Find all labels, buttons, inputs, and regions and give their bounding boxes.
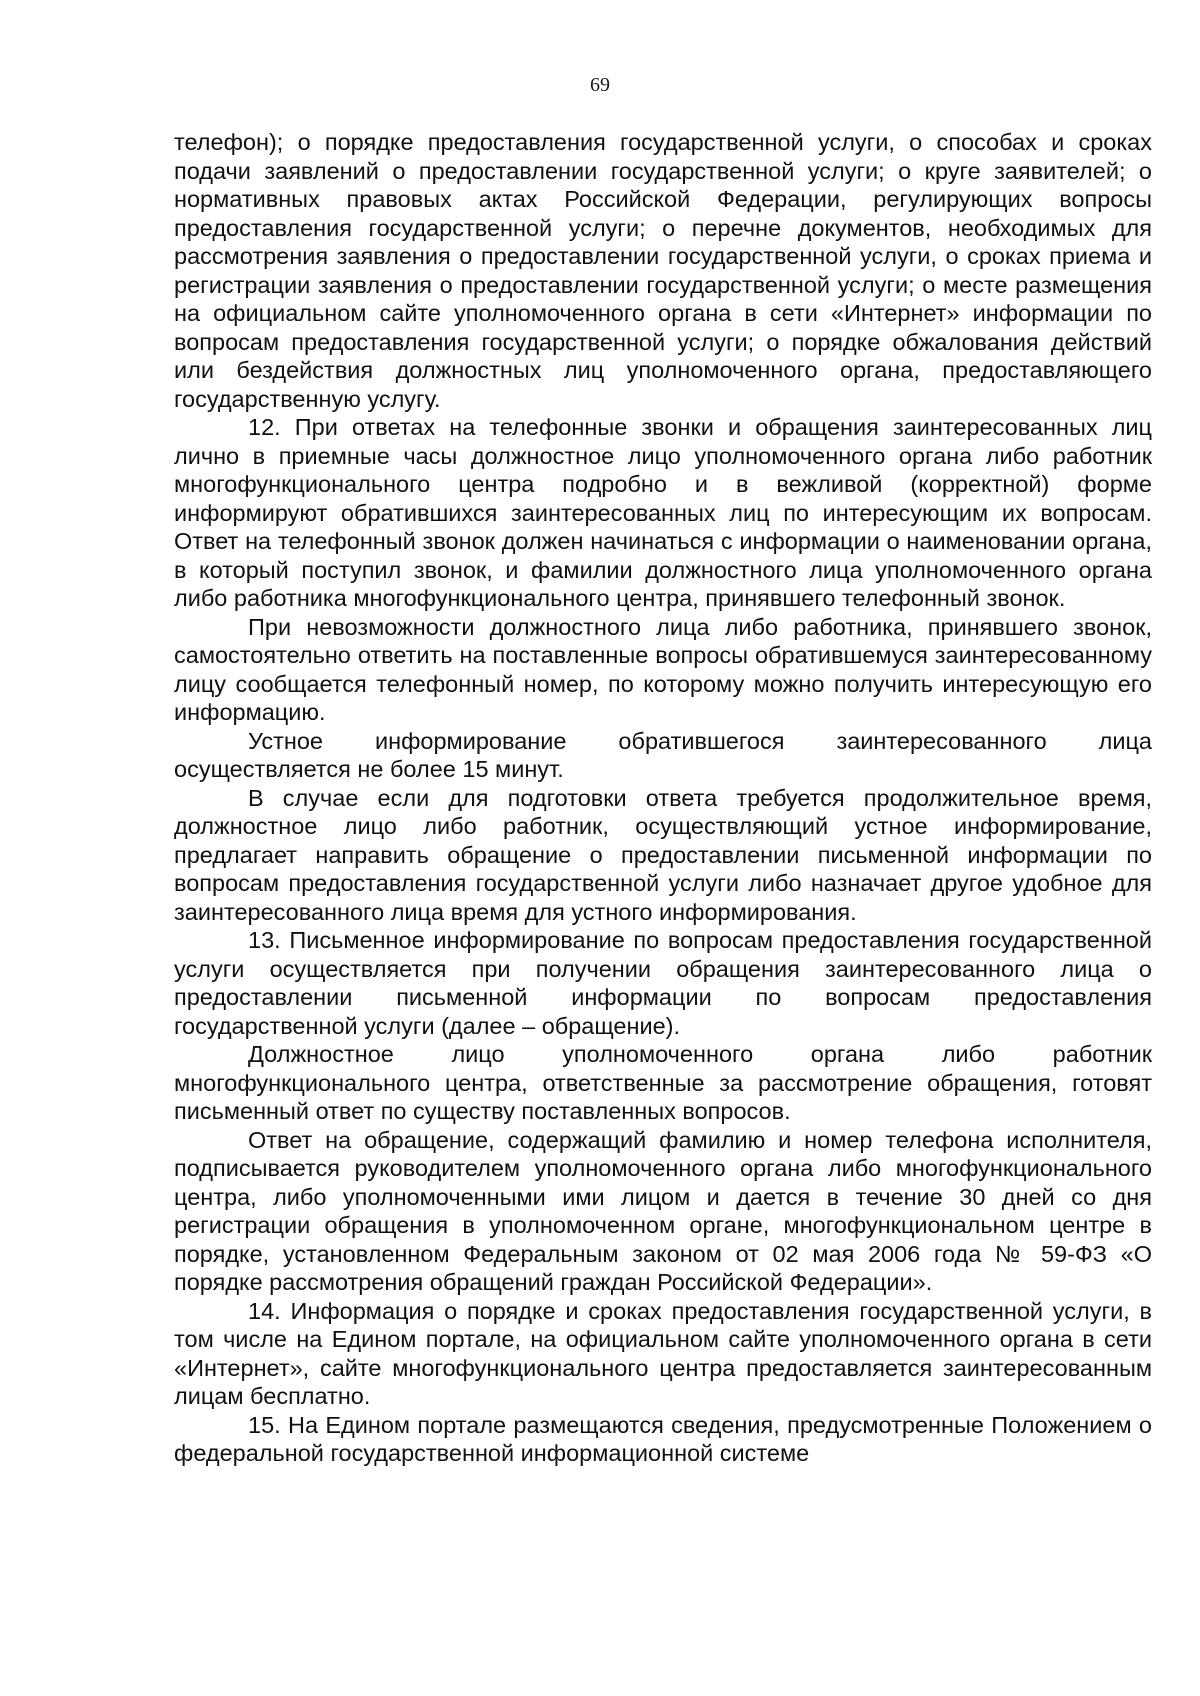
paragraph-item-15: 15. На Едином портале размещаются сведения, предусмотренные Положением о федеральной государственной информационной системе: [174, 1411, 1152, 1466]
paragraph: В случае если для подготовки ответа требуется продолжительное время, должностное лицо либо работник, осуществляющий устное информирование, предлагает направить обращение о предоставлении письменной информации по вопросам предоставления государственной услуги либо назначает другое удобное для заинтересованного лица время для устного информирования.: [174, 784, 1152, 925]
document-body: [174, 128, 1152, 1468]
paragraph-item-14: 14. Информация о порядке и сроках предоставления государственной услуги, в том числе на Едином портале, на официальном сайте уполномоченного органа в сети «Интернет», сайте многофункционального центра предоставляется заинтересованным лицам бесплатно.: [174, 1297, 1152, 1409]
paragraph: Устное информирование обратившегося заинтересованного лица осуществляется не более 15 минут.: [174, 727, 1152, 782]
paragraph-item-12: 12. При ответах на телефонные звонки и обращения заинтересованных лиц лично в приемные часы должностное лицо уполномоченного органа либо работник многофункционального центра подробно и в вежливой (корректной) форме информируют обратившихся заинтересованных лиц по интересующим их вопросам. Ответ на телефонный звонок должен начинаться с информации о наименовании органа, в который поступил звонок, и фамилии должностного лица уполномоченного органа либо работника многофункционального центра, принявшего телефонный звонок.: [174, 414, 1152, 611]
paragraph: При невозможности должностного лица либо работника, принявшего звонок, самостоятельно ответить на поставленные вопросы обратившемуся заинтересованному лицу сообщается телефонный номер, по которому можно получить интересующую его информацию.: [174, 613, 1152, 725]
page-number: 69: [590, 74, 610, 96]
paragraph-item-13: 13. Письменное информирование по вопросам предоставления государственной услуги осуществляется при получении обращения заинтересованного лица о предоставлении письменной информации по вопросам предоставления государственной услуги (далее – обращение).: [174, 927, 1152, 1039]
paragraph: Ответ на обращение, содержащий фамилию и номер телефона исполнителя, подписывается руководителем уполномоченного органа либо многофункционального центра, либо уполномоченными ими лицом и дается в течение 30 дней со дня регистрации обращения в уполномоченном органе, многофункциональном центре в порядке, установленном Федеральным законом от 02 мая 2006 года № 59-ФЗ «О порядке рассмотрения обращений граждан Российской Федерации».: [174, 1126, 1152, 1295]
paragraph-continuation: телефон); о порядке предоставления государственной услуги, о способах и сроках подачи заявлений о предоставлении государственной услуги; о круге заявителей; о нормативных правовых актах Российской Федерации, регулирующих вопросы предоставления государственной услуги; о перечне документов, необходимых для рассмотрения заявления о предоставлении государственной услуги, о сроках приема и регистрации заявления о предоставлении государственной услуги; о месте размещения на официальном сайте уполномоченного органа в сети «Интернет» информации по вопросам предоставления государственной услуги; о порядке обжалования действий или бездействия должностных лиц уполномоченного органа, предоставляющего государственную услугу.: [174, 129, 1152, 412]
paragraph: Должностное лицо уполномоченного органа либо работник многофункционального центра, ответственные за рассмотрение обращения, готовят письменный ответ по существу поставленных вопросов.: [174, 1041, 1152, 1124]
